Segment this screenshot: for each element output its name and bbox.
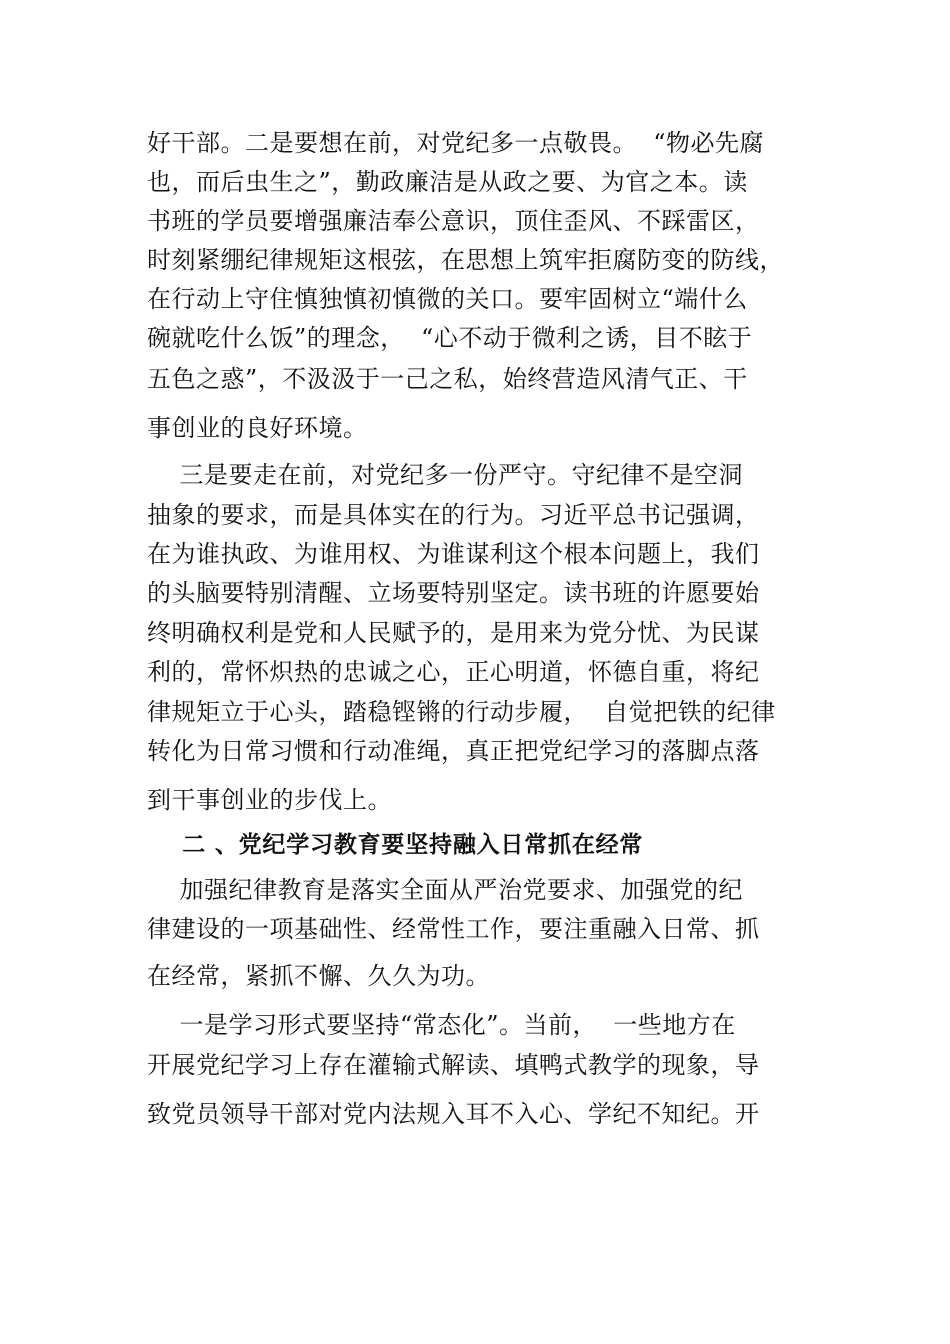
paragraph-2-line-7: 律规矩立于心头，踏稳铿锵的行动步履， 自觉把铁的纪律 xyxy=(147,698,776,726)
paragraph-1-line-5: 在行动上守住慎独慎初慎微的关口。要牢固树立“端什么 xyxy=(147,285,748,313)
paragraph-2-line-5: 终明确权利是党和人民赋予的，是用来为党分忧、为民谋 xyxy=(147,619,760,647)
paragraph-1-line-1: 好干部。二是要想在前，对党纪多一点敬畏。 “物必先腐 xyxy=(147,129,765,157)
paragraph-2-line-2: 抽象的要求，而是具体实在的行为。习近平总书记强调， xyxy=(147,501,760,529)
paragraph-4-line-3: 致党员领导干部对党内法规入耳不入心、学纪不知纪。开 xyxy=(147,1100,760,1128)
paragraph-1-line-6: 碗就吃什么饭”的理念， “心不动于微利之诱，目不眩于 xyxy=(147,324,753,352)
paragraph-1-line-2: 也，而后虫生之”，勤政廉洁是从政之要、为官之本。读 xyxy=(147,168,748,196)
paragraph-2-line-1: 三是要走在前，对党纪多一份严守。守纪律不是空洞 xyxy=(147,461,744,489)
paragraph-1-line-3: 书班的学员要增强廉洁奉公意识，顶住歪风、不踩雷区， xyxy=(147,207,760,235)
paragraph-2-line-4: 的头脑要特别清醒、立场要特别坚定。读书班的许愿要始 xyxy=(147,579,760,607)
paragraph-3-line-1: 加强纪律教育是落实全面从严治党要求、加强党的纪 xyxy=(147,876,744,904)
paragraph-1-line-7: 五色之惑”，不汲汲于一己之私，始终营造风清气正、干 xyxy=(147,365,748,393)
paragraph-1-line-4: 时刻紧绷纪律规矩这根弦，在思想上筑牢拒腐防变的防线， xyxy=(147,246,784,274)
paragraph-2-line-6: 利的，常怀炽热的忠诚之心，正心明道，怀德自重，将纪 xyxy=(147,658,760,686)
paragraph-3-line-3: 在经常，紧抓不懈、久久为功。 xyxy=(147,962,490,990)
paragraph-2-line-8: 转化为日常习惯和行动准绳，真正把党纪学习的落脚点落 xyxy=(147,737,760,765)
paragraph-4-line-1: 一是学习形式要坚持“常态化”。当前， 一些地方在 xyxy=(147,1011,736,1039)
paragraph-1-line-8: 事创业的良好环境。 xyxy=(147,414,368,442)
paragraph-4-line-2: 开展党纪学习上存在灌输式解读、填鸭式教学的现象，导 xyxy=(147,1051,760,1079)
paragraph-3-line-2: 律建设的一项基础性、经常性工作，要注重融入日常、抓 xyxy=(147,915,760,943)
section-heading: 二 、党纪学习教育要坚持融入日常抓在经常 xyxy=(147,832,644,858)
paragraph-2-line-9: 到干事创业的步伐上。 xyxy=(147,786,392,814)
paragraph-2-line-3: 在为谁执政、为谁用权、为谁谋利这个根本问题上，我们 xyxy=(147,540,760,568)
